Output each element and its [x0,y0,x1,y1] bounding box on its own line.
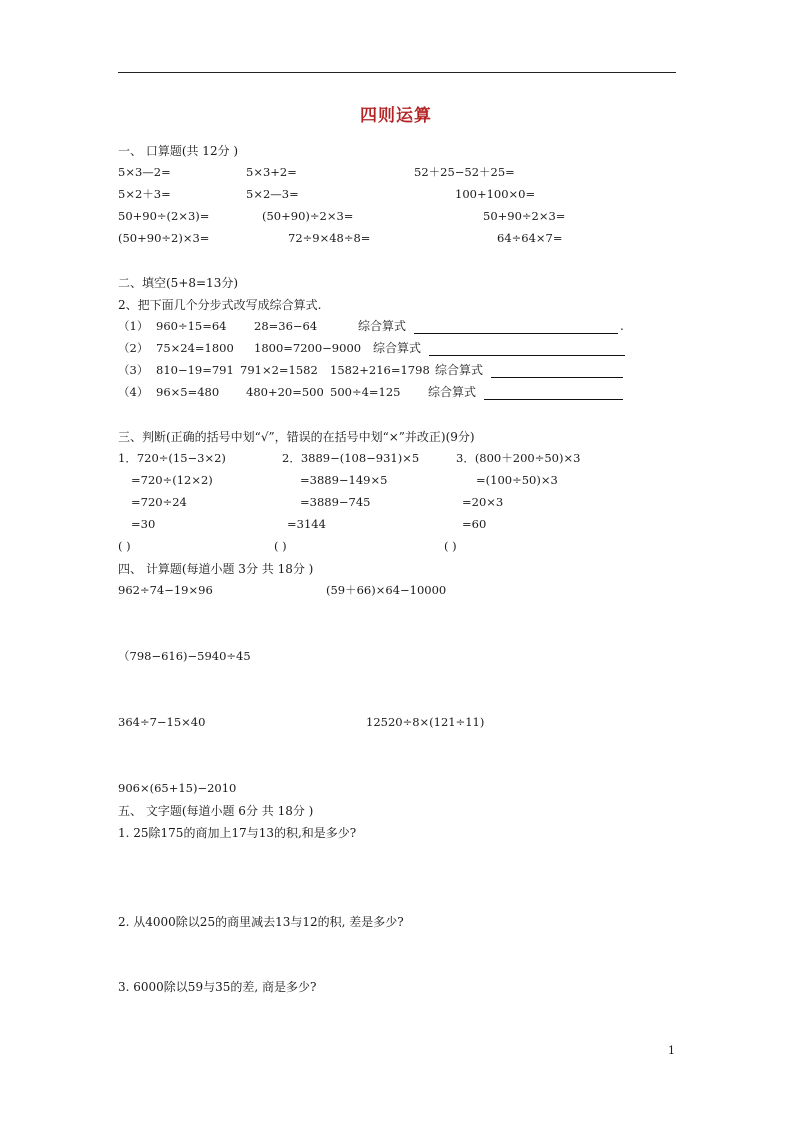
s3-step: =3889−745 [300,495,371,509]
s2-row-num: （1） [118,319,149,333]
s1-problem: 72÷9×48÷8= [288,231,371,245]
s2-step: 75×24=1800 [156,341,234,355]
s4-problem: （798−616)−5940÷45 [118,649,251,663]
s5-problem: 2. 从4000除以25的商里减去13与12的积, 差是多少? [118,915,404,929]
s3-step: =720÷24 [131,495,187,509]
s2-end-mark: . [620,319,624,333]
combined-label: 综合算式 [358,319,407,333]
s2-step: 500÷4=125 [330,385,401,399]
s3-step: 3．(800＋200÷50)×3 [456,451,581,465]
s2-step: 960÷15=64 [156,319,227,333]
answer-blank[interactable] [484,388,623,400]
s2-step: 1800=7200−9000 [254,341,362,355]
answer-blank[interactable] [414,322,618,334]
answer-blank[interactable] [491,366,623,378]
section2-instruction: 2、把下面几个分步式改写成综合算式. [118,298,322,312]
s4-problem: 962÷74−19×96 [118,583,213,597]
s2-step: 28=36−64 [254,319,318,333]
s3-step: =30 [131,517,156,531]
s1-problem: 5×2＋3= [118,187,171,201]
combined-label: 综合算式 [435,363,484,377]
s1-problem: 64÷64×7= [497,231,563,245]
combined-label: 综合算式 [373,341,422,355]
s2-row-num: （2） [118,341,149,355]
page-number: 1 [668,1044,675,1057]
s5-problem: 3. 6000除以59与35的差, 商是多少? [118,980,317,994]
page-title: 四则运算 [360,106,432,126]
s2-step: 96×5=480 [156,385,220,399]
s3-step: 1．720÷(15−3×2) [118,451,226,465]
s4-problem: (59＋66)×64−10000 [326,583,447,597]
s2-row-num: （4） [118,385,149,399]
s1-problem: 52＋25−52＋25= [414,165,515,179]
s1-problem: 5×3—2= [118,165,171,179]
section4-heading: 四、 计算题(每道小题 3分 共 18分 ) [118,562,314,576]
s3-step: =60 [462,517,487,531]
s1-problem: 50+90÷2×3= [483,209,566,223]
s2-step: 480+20=500 [246,385,324,399]
s3-step: =(100÷50)×3 [476,473,558,487]
s4-problem: 12520÷8×(121÷11) [366,715,485,729]
section3-heading: 三、判断(正确的括号中划“√”，错误的在括号中划“×”并改正)(9分) [118,430,475,444]
s3-step: =3889−149×5 [300,473,388,487]
s2-step: 1582+216=1798 [330,363,430,377]
s1-problem: 50+90÷(2×3)= [118,209,210,223]
judgment-bracket[interactable]: ( ) [118,539,131,553]
s1-problem: (50+90)÷2×3= [262,209,354,223]
s1-problem: 5×3+2= [246,165,297,179]
header-rule [118,72,676,73]
s4-problem: 906×(65+15)−2010 [118,781,237,795]
judgment-bracket[interactable]: ( ) [444,539,457,553]
answer-blank[interactable] [429,344,625,356]
s2-step: 791×2=1582 [240,363,318,377]
section2-heading: 二、填空(5+8=13分) [118,276,239,290]
s3-step: =720÷(12×2) [131,473,213,487]
s3-step: 2．3889−(108−931)×5 [282,451,420,465]
combined-label: 综合算式 [428,385,477,399]
s1-problem: (50+90÷2)×3= [118,231,210,245]
s4-problem: 364÷7−15×40 [118,715,206,729]
section5-heading: 五、 文字题(每道小题 6分 共 18分 ) [118,804,314,818]
s2-step: 810−19=791 [156,363,234,377]
section1-heading: 一、 口算题(共 12分 ) [118,144,239,158]
s1-problem: 100+100×0= [455,187,536,201]
s1-problem: 5×2—3= [246,187,299,201]
s3-step: =20×3 [462,495,504,509]
judgment-bracket[interactable]: ( ) [274,539,287,553]
s3-step: =3144 [287,517,326,531]
s2-row-num: （3） [118,363,149,377]
s5-problem: 1. 25除175的商加上17与13的积,和是多少? [118,826,357,840]
